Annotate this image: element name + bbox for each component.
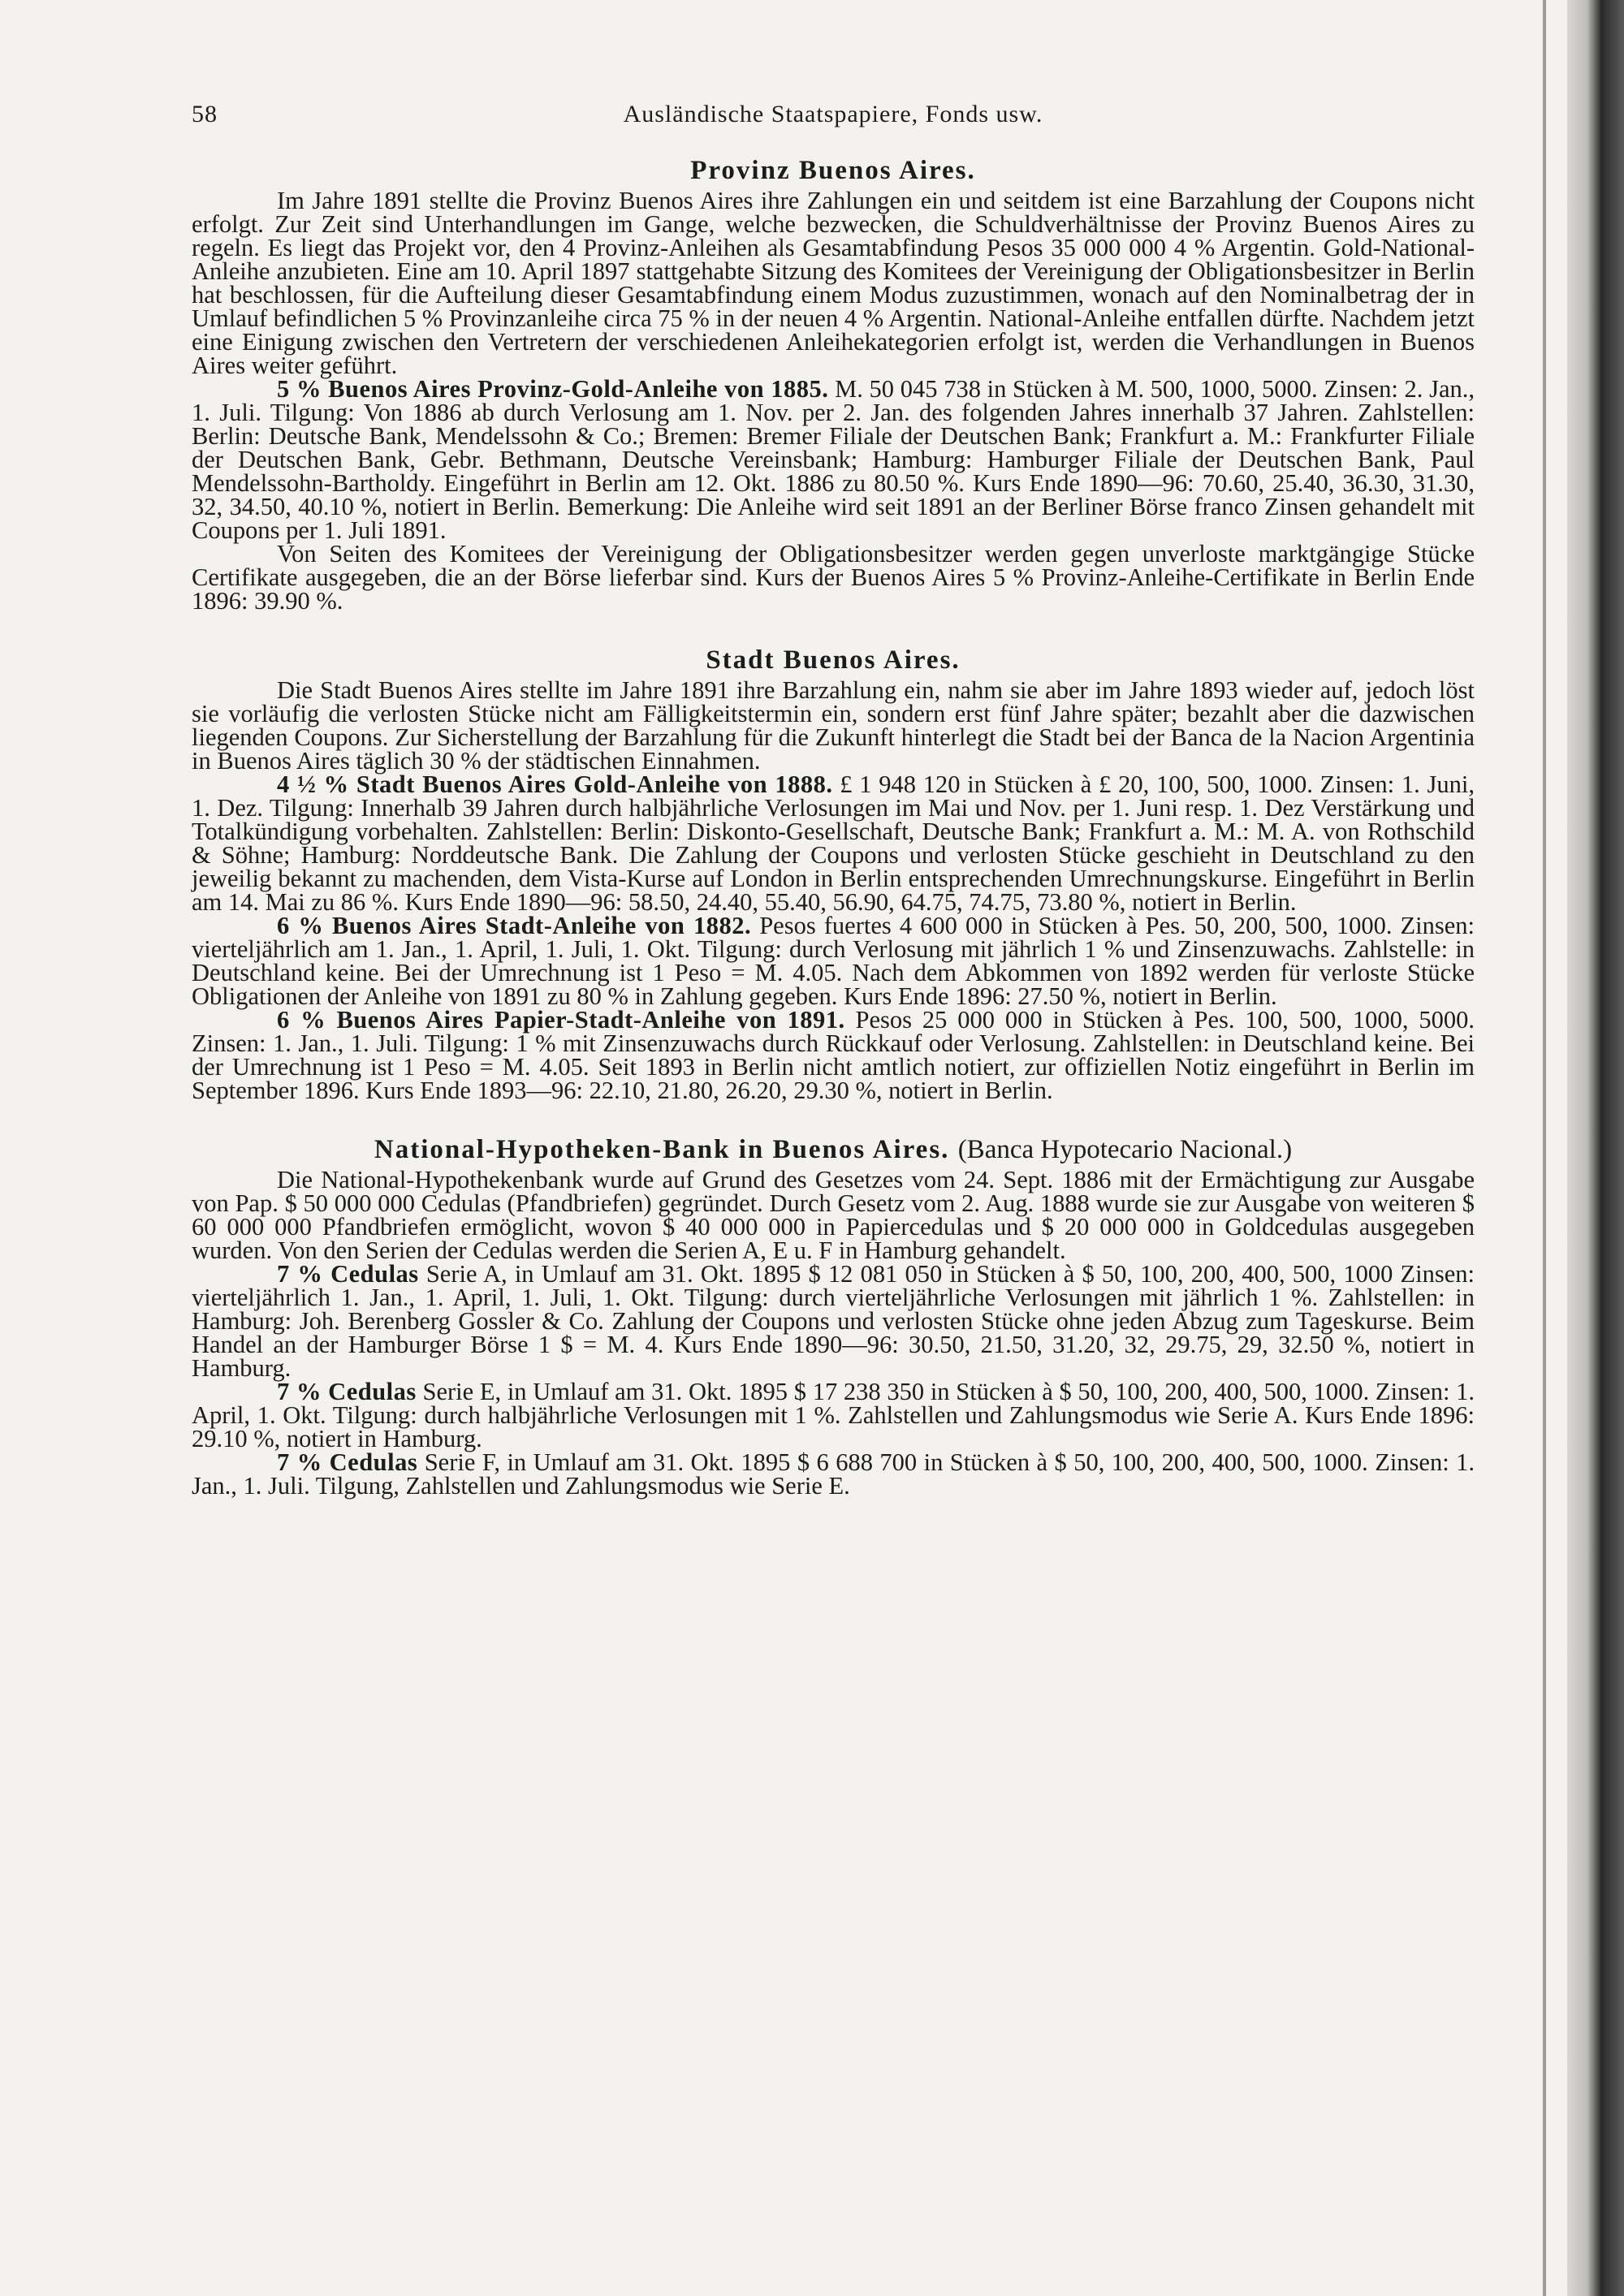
page: [192, 89, 1475, 1498]
paragraph: [192, 1448, 1475, 1500]
bond-title: 7 % Cedulas: [277, 1260, 419, 1288]
page-number: 58: [192, 101, 218, 127]
paragraph: [192, 375, 1475, 544]
paragraph: [192, 770, 1475, 916]
paragraph-text: Im Jahre 1891 stellte die Provinz Buenos Aires ihre Zahlungen ein und seitdem ist eine Barzahlung der Coupons nicht erfolgt. Zur Zeit sind Unterhandlungen im Gange, welche bezwecken, die Schuldverhältnisse der Provinz Buenos Aires zu regeln. Es liegt das Projekt vor, den 4 Provinz-Anleihen als Gesamtabfindung Pesos 35 000 000 4 % Argentin. Gold-National-Anleihe anzubieten. Eine am 10. April 1897 stattgehabte Sitzung des Komitees der Vereinigung der Obligationsbesitzer in Berlin hat beschlossen, für die Aufteilung dieser Gesamtabfindung einem Modus zuzustimmen, wonach auf den Nominalbetrag der in Umlauf befindlichen 5 % Provinzanleihe circa 75 % in der neuen 4 % Argentin. National-Anleihe entfallen dürfte. Nachdem jetzt eine Einigung zwischen den Vertretern der verschiedenen Anleihekategorien erfolgt ist, werden die Verhandlungen in Buenos Aires weiter geführt.: [192, 187, 1475, 379]
paragraph: [192, 189, 1475, 378]
bond-title: 6 % Buenos Aires Stadt-Anleihe von 1882.: [277, 912, 752, 939]
paragraph-text: Pesos 25 000 000 in Stücken à Pes. 100, 500, 1000, 5000. Zinsen: 1. Jan., 1. Juli. Tilgung: 1 % mit Zinsenzuwachs durch Rückkauf oder Verlosung. Zahlstellen: in Deutschland keine. Bei der Umrechnung ist 1 Peso = M. 4.05. Seit 1893 in Berlin nicht amtlich notiert, zur offiziellen Notiz eingeführt in Berlin im September 1896. Kurs Ende 1893—96: 22.10, 21.80, 26.20, 29.30 %, notiert in Berlin.: [192, 1006, 1475, 1104]
section-title: Provinz Buenos Aires.: [690, 156, 976, 185]
paragraph: [192, 1262, 1475, 1380]
paragraph: [192, 542, 1475, 613]
paragraph-text: Pesos fuertes 4 600 000 in Stücken à Pes. 50, 200, 500, 1000. Zinsen: vierteljährlich am 1. Jan., 1. April, 1. Juli, 1. Okt. Tilgung: durch Verlosung mit jährlich 1 % und Zinsenzuwachs. Zahlstelle: in Deutschland keine. Bei der Umrechnung ist 1 Peso = M. 4.05. Nach dem Abkommen von 1892 werden für verloste Stücke Obligationen der Anleihe von 1891 zu 80 % in Zahlung gegeben. Kurs Ende 1896: 27.50 %, notiert in Berlin.: [192, 912, 1475, 1010]
bond-title: 6 % Buenos Aires Papier-Stadt-Anleihe von 1891.: [277, 1006, 845, 1034]
running-title: Ausländische Staatspapiere, Fonds usw.: [623, 101, 1043, 127]
paragraph-text: Die Stadt Buenos Aires stellte im Jahre 1891 ihre Barzahlung ein, nahm sie aber im Jahre 1893 wieder auf, jedoch löst sie vorläufig die verlosten Stücke nicht am Fälligkeitstermin ein, sondern erst fünf Jahre später; bezahlt aber die dazwischen liegenden Coupons. Zur Sicherstellung der Barzahlung für die Zukunft hinterlegt die Stadt bei der Banca de la Nacion Argentinia in Buenos Aires täglich 30 % der städtischen Einnahmen.: [192, 676, 1475, 775]
paragraph-text: M. 50 045 738 in Stücken à M. 500, 1000, 5000. Zinsen: 2. Jan., 1. Juli. Tilgung: Von 1886 ab durch Verlosung am 1. Nov. per 2. Jan. des folgenden Jahres innerhalb 37 Jahren. Zahlstellen: Berlin: Deutsche Bank, Mendelssohn & Co.; Bremen: Bremer Filiale der Deutschen Bank; Frankfurt a. M.: Frankfurter Filiale der Deutschen Bank, Gebr. Bethmann, Deutsche Vereinsbank; Hamburg: Hamburger Filiale der Deutschen Bank, Paul Mendelssohn-Bartholdy. Eingeführt in Berlin am 12. Okt. 1886 zu 80.50 %. Kurs Ende 1890—96: 70.60, 25.40, 36.30, 31.30, 32, 34.50, 40.10 %, notiert in Berlin. Bemerkung: Die Anleihe wird seit 1891 an der Berliner Börse franco Zinsen gehandelt mit Coupons per 1. Juli 1891.: [192, 375, 1475, 544]
section-provinz-buenos-aires: [192, 156, 1475, 613]
paragraph: [192, 1380, 1475, 1451]
bond-title: 7 % Cedulas: [277, 1378, 417, 1405]
bond-title: 4 ½ % Stadt Buenos Aires Gold-Anleihe von 1888.: [277, 770, 833, 798]
paragraph: [192, 676, 1475, 775]
paragraph-text: Die National-Hypothekenbank wurde auf Grund des Gesetzes vom 24. Sept. 1886 mit der Ermächtigung zur Ausgabe von Pap. $ 50 000 000 Cedulas (Pfandbriefen) gegründet. Durch Gesetz vom 2. Aug. 1888 wurde sie zur Ausgabe von weiteren $ 60 000 000 Pfandbriefen ermöglicht, wovon $ 40 000 000 in Papiercedulas und $ 20 000 000 in Goldcedulas ausgegeben wurden. Von den Serien der Cedulas werden die Serien A, E u. F in Hamburg gehandelt.: [192, 1166, 1475, 1264]
section-title: [192, 1135, 1475, 1165]
section-title-tail: (Banca Hypotecario Nacional.): [957, 1135, 1293, 1164]
bond-title: 7 % Cedulas: [277, 1448, 418, 1476]
paragraph: [192, 1008, 1475, 1103]
scan-binding-line: [1543, 0, 1546, 2296]
paragraph-text: Serie F, in Umlauf am 31. Okt. 1895 $ 6 688 700 in Stücken à $ 50, 100, 200, 400, 500, 1000. Zinsen: 1. Jan., 1. Juli. Tilgung, Zahlstellen und Zahlungsmodus wie Serie E.: [192, 1448, 1475, 1500]
scan-page-edge: [1567, 0, 1624, 2296]
section-title: Stadt Buenos Aires.: [706, 645, 961, 675]
section-title-main: National-Hypotheken-Bank in Buenos Aires.: [374, 1135, 950, 1164]
paragraph-text: Serie A, in Umlauf am 31. Okt. 1895 $ 12 081 050 in Stücken à $ 50, 100, 200, 400, 500, 1000 Zinsen: vierteljährlich 1. Jan., 1. April, 1. Juli, 1. Okt. Tilgung: durch vierteljährliche Verlosungen mit jährlich 1 %. Zahlstellen: in Hamburg: Joh. Berenberg Gossler & Co. Zahlung der Coupons und verlosten Stücke ohne jeden Abzug zum Tageskurse. Beim Handel an der Hamburger Börse 1 $ = M. 4. Kurs Ende 1890—96: 30.50, 21.50, 31.20, 32, 29.75, 29, 32.50 %, notiert in Hamburg.: [192, 1260, 1475, 1382]
paragraph-text: Serie E, in Umlauf am 31. Okt. 1895 $ 17 238 350 in Stücken à $ 50, 100, 200, 400, 500, 1000. Zinsen: 1. April, 1. Okt. Tilgung: durch halbjährliche Verlosungen mit 1 %. Zahlstellen und Zahlungsmodus wie Serie A. Kurs Ende 1896: 29.10 %, notiert in Hamburg.: [192, 1378, 1475, 1452]
section-stadt-buenos-aires: [192, 645, 1475, 1103]
paragraph: [192, 1168, 1475, 1262]
paragraph: [192, 914, 1475, 1008]
paragraph-text: £ 1 948 120 in Stücken à £ 20, 100, 500, 1000. Zinsen: 1. Juni, 1. Dez. Tilgung: Innerhalb 39 Jahren durch halbjährliche Verlosungen im Mai und Nov. per 1. Juni resp. 1. Dez Verstärkung und Totalkündigung vorbehalten. Zahlstellen: Berlin: Diskonto-Gesellschaft, Deutsche Bank; Frankfurt a. M.: M. A. von Rothschild & Söhne; Hamburg: Norddeutsche Bank. Die Zahlung der Coupons und verlosten Stücke geschieht in Deutschland zu den jeweilig bekannt zu machenden, dem Vista-Kurse auf London in Berlin entsprechenden Umrechnungskurse. Eingeführt in Berlin am 14. Mai zu 86 %. Kurs Ende 1890—96: 58.50, 24.40, 55.40, 56.90, 64.75, 74.75, 73.80 %, notiert in Berlin.: [192, 770, 1475, 916]
section-national-hypotheken-bank: [192, 1135, 1475, 1498]
running-head: [192, 89, 1475, 138]
paragraph-text: Von Seiten des Komitees der Vereinigung der Obligationsbesitzer werden gegen unverloste marktgängige Stücke Certifikate ausgegeben, die an der Börse lieferbar sind. Kurs der Buenos Aires 5 % Provinz-Anleihe-Certifikate in Berlin Ende 1896: 39.90 %.: [192, 540, 1475, 615]
bond-title: 5 % Buenos Aires Provinz-Gold-Anleihe von 1885.: [277, 375, 829, 403]
